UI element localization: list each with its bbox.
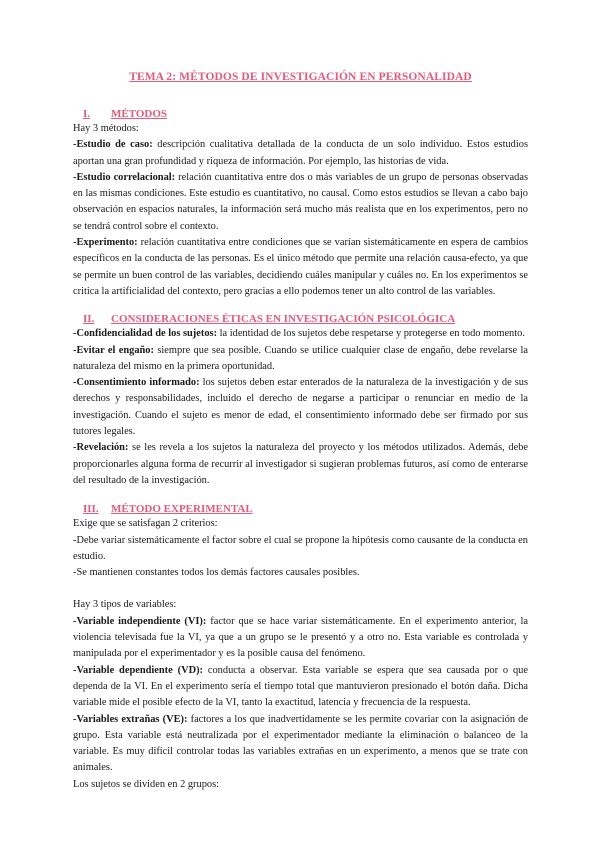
ethics-paragraph [73,343,528,376]
variables-intro: Hay 3 tipos de variables: [73,599,177,611]
definition: se les revela a los sujetos la naturaleza del proyecto y los métodos utilizados. Además, debe proporcionarles alguna forma de recurrir al investigador si sugieran problemas futuros, así como de enterarse del resultado de la investigación. [73,442,528,486]
section-intro: Exige que se satisfagan 2 criterios: [73,518,218,530]
ethics-paragraph [73,375,528,440]
definition: factor que se hace variar sistemáticamente. En el experimento anterior, la violencia televisada fue la VI, ya que a un grupo se le presentó y a otro no. Esta variable es controlada y manipulada por el experimentador y es la posible causa del fenómeno. [73,615,529,660]
definition: la identidad de los sujetos debe respetarse y protegerse en todo momento. [217,328,525,340]
definition: siempre que sea posible. Cuando se utilice cualquier clase de engaño, debe revelarse la naturaleza del mismo en la primera oportunidad. [73,344,528,372]
section-heading-3 [73,502,528,516]
section-number: III. [83,503,99,516]
term: -Revelación: [73,442,129,454]
variable-paragraph [73,712,528,777]
criterion-paragraph: -Se mantienen constantes todos los demás factores causales posibles. [73,567,360,579]
term: -Variable dependiente (VD): [73,664,203,676]
method-paragraph [73,235,528,300]
term: -Estudio de caso: [73,139,153,151]
definition: los sujetos deben estar enterados de la naturaleza de la investigación y de sus derechos y responsabilidades, incluido el derecho de negarse a participar o renunciar en medio de la investigación. Cuando el sujeto es menor de edad, el consentimiento informado debe ser firmado por sus tutores legales. [73,377,529,438]
section-heading-1 [73,107,528,121]
term: -Experimento: [73,237,138,249]
definition: conducta a observar. Esta variable se espera que sea causada por o que dependa de la VI. En el experimento sería el tiempo total que mantuvieron presionado el botón daña. Dicha variable mide el posible efecto de la VI, tanto la exactitud, latencia y frecuencia de la respuesta. [73,664,528,709]
section-intro: Hay 3 métodos: [73,123,139,134]
section-number: I. [83,108,91,120]
method-paragraph [73,170,528,235]
definition: descripción cualitativa detallada de la conducta de un solo individuo. Estos estudios aportan una gran profundidad y riqueza de información. Por ejemplo, las historias de vida. [73,139,528,167]
page-title: TEMA 2: MÉTODOS DE INVESTIGACIÓN EN PERSONALIDAD [129,71,472,83]
paragraph-spacer [73,581,528,597]
definition: factores a los que inadvertidamente se les permite covariar con la asignación de grupo. Esta variable está neutralizada por el experimentador mediante la eliminación o balanceo de la variable. Es muy difícil controlar todas las variables extrañas en un experimento, a menos que se trate con animales. [73,713,528,774]
ethics-paragraph [73,440,528,489]
method-paragraph [73,137,528,170]
term: -Estudio correlacional: [73,171,176,183]
section-number: II. [83,313,95,326]
section-title: CONSIDERACIONES ÉTICAS EN INVESTIGACIÓN PSICOLÓGICA [111,313,456,326]
section-title: MÉTODOS [111,108,168,120]
definition: relación cuantitativa entre condiciones que se varían sistemáticamente en espera de cambios específicos en la conducta de las personas. Es el único método que permite una relación causa-efecto, ya que se permite un buen control de las variables, decidiendo cuáles manipular y cuáles no. En los experimentos se critica la artificialidad del contexto, pero gracias a ello podemos tener un alto control de las variables. [73,237,528,297]
term: -Evitar el engaño: [73,344,154,356]
definition: relación cuantitativa entre dos o más variables de un grupo de personas observadas en las mismas condiciones. Este estudio es cuantitativo, no causal. Como estos estudios se llevan a cabo bajo observación en espacios naturales, la información será mucho más realista que en los experimentos, pero no se tendrá control sobre el contexto. [73,171,529,232]
criterion-paragraph: -Debe variar sistemáticamente el factor sobre el cual se propone la hipótesis como causante de la conducta en estudio. [73,534,528,562]
section-title: MÉTODO EXPERIMENTAL [111,503,253,516]
term: -Consentimiento informado: [73,377,200,389]
term: -Confidencialidad de los sujetos: [73,328,218,340]
term: -Variable independiente (VI): [73,615,207,627]
variable-paragraph [73,614,528,663]
section-heading-2 [73,312,528,326]
closing-line: Los sujetos se dividen en 2 grupos: [73,778,220,790]
term: -Variables extrañas (VE): [73,713,188,725]
ethics-paragraph [73,326,528,342]
variable-paragraph [73,663,528,712]
